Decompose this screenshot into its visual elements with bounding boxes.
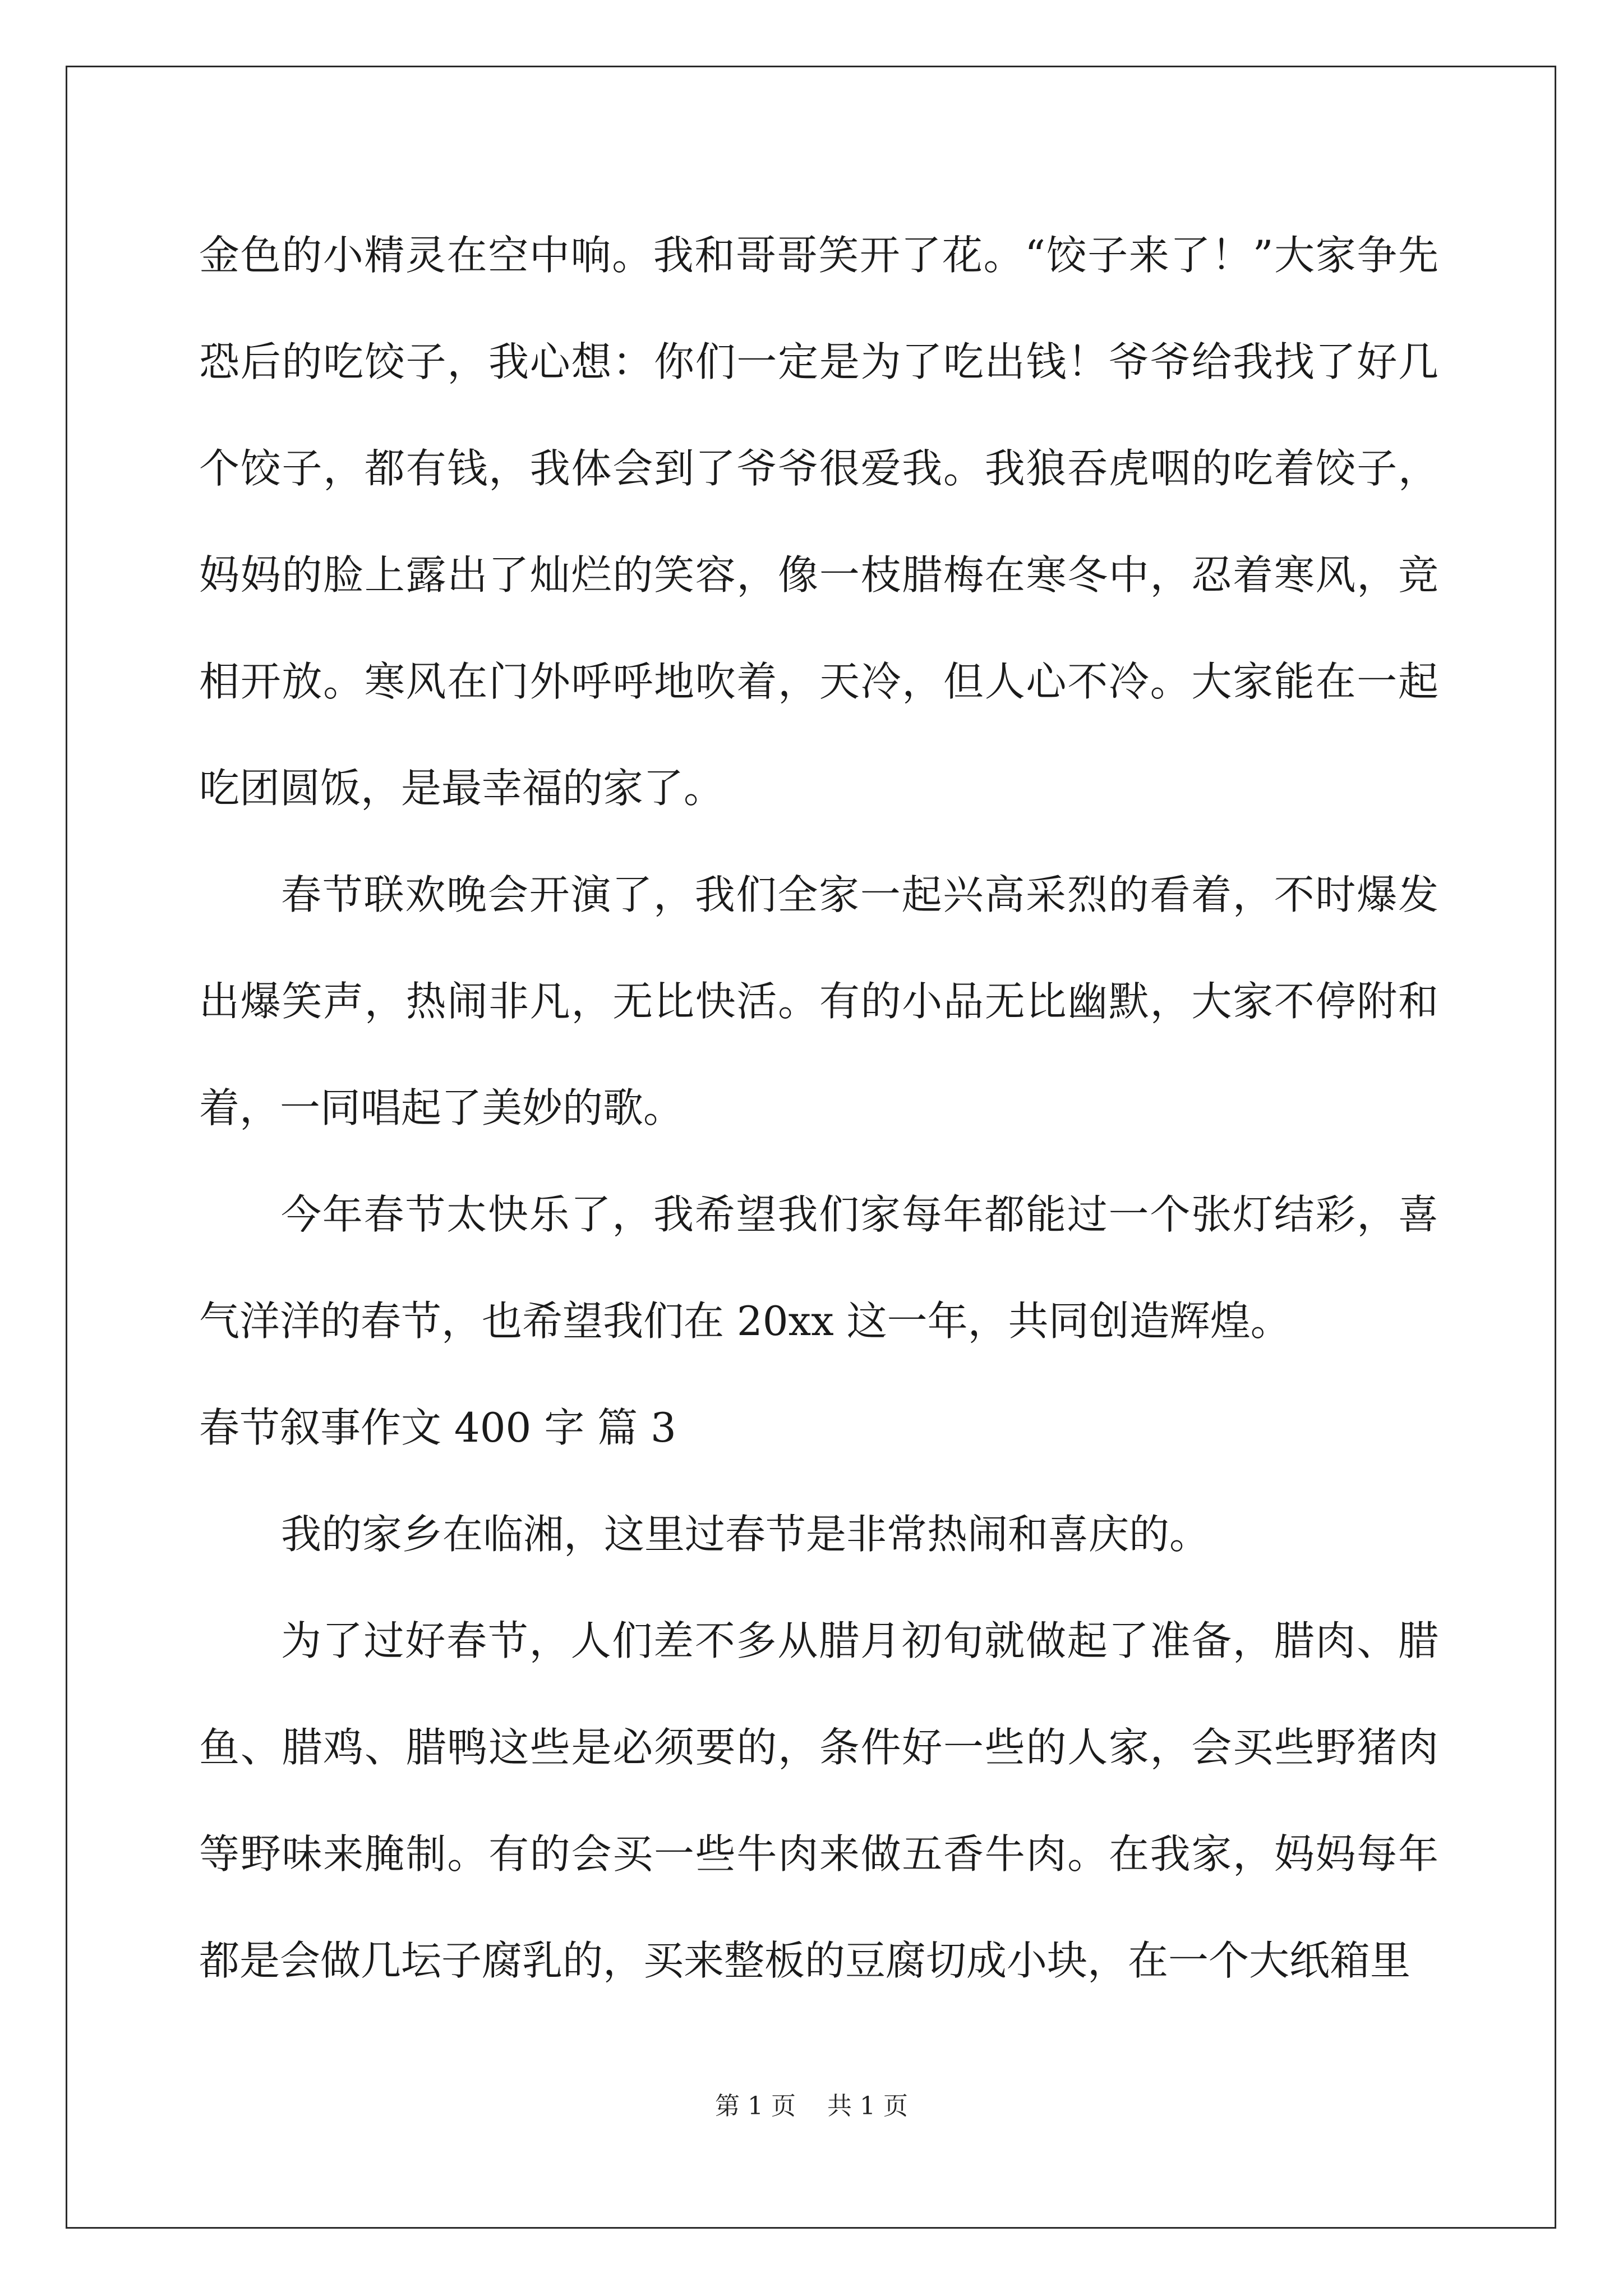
paragraph-4: 我的家乡在临湘，这里过春节是非常热闹和喜庆的。 (281, 1511, 1210, 1558)
document-body (199, 202, 1438, 2014)
paragraph-2: 春节联欢晚会开演了，我们全家一起兴高采烈的看着，不时爆发出爆笑声，热闹非凡，无比快活。有的小品无比幽默，大家不停附和着，一同唱起了美妙的歌。 (199, 871, 1438, 1131)
paragraph-1: 金色的小精灵在空中响。我和哥哥笑开了花。“饺子来了！”大家争先恐后的吃饺子，我心想：你们一定是为了吃出钱！爷爷给我找了好几个饺子，都有钱，我体会到了爷爷很爱我。我狼吞虎咽的吃着饺子，妈妈的脸上露出了灿烂的笑容，像一枝腊梅在寒冬中，忍着寒风，竞相开放。寒风在门外呼呼地吹着，天冷，但人心不冷。大家能在一起吃团圆饭，是最幸福的家了。 (199, 232, 1438, 812)
paragraph-5: 为了过好春节，人们差不多从腊月初旬就做起了准备，腊肉、腊鱼、腊鸡、腊鸭这些是必须要的，条件好一些的人家，会买些野猪肉等野味来腌制。有的会买一些牛肉来做五香牛肉。在我家，妈妈每年都是会做几坛子腐乳的，买来整板的豆腐切成小块，在一个大纸箱里 (199, 1617, 1438, 1984)
section-heading: 春节叙事作文 400 字 篇 3 (199, 1404, 676, 1451)
page-number: 第 1 页 (715, 2092, 796, 2120)
page-total: 共 1 页 (827, 2092, 908, 2120)
paragraph-3: 今年春节太快乐了，我希望我们家每年都能过一个张灯结彩，喜气洋洋的春节，也希望我们在 20xx 这一年，共同创造辉煌。 (199, 1191, 1438, 1345)
page-footer (0, 2090, 1623, 2123)
